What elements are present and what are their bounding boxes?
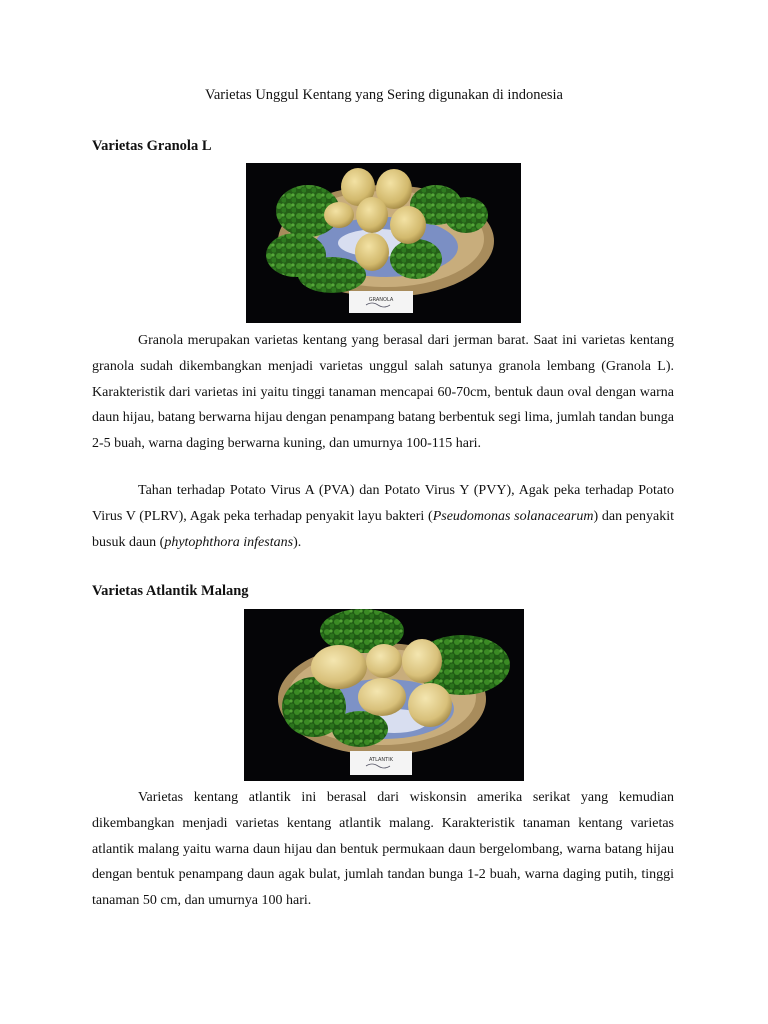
document-title: Varietas Unggul Kentang yang Sering digunakan di indonesia — [205, 87, 563, 103]
granola-p2-italic1: Pseudomonas solanacearum — [432, 508, 594, 524]
atlantik-paragraph-1-text: Varietas kentang atlantik ini berasal dari wiskonsin amerika serikat yang kemudian dikembangkan menjadi varietas kentang atlantik malang. Karakteristik tanaman kentang varietas atlantik malang yaitu warna daun hijau dan bentuk permukaan daun bergelombang, warna batang hijau dengan bentuk penampang daun agak bulat, jumlah tandan bunga 1-2 buah, warna daging putih, tinggi tanaman 50 cm, dan umurnya 100 hari. — [92, 790, 674, 909]
atlantik-label-text: ATLANTIK — [369, 757, 393, 763]
section-heading-granola: Varietas Granola L — [92, 138, 212, 154]
granola-p2-italic2: phytophthora infestans — [164, 534, 294, 550]
granola-p2-part2: ) dan penyakit busuk daun ( — [92, 508, 674, 550]
granola-paragraph-1 — [92, 328, 674, 457]
granola-paragraph-1-text: Granola merupakan varietas kentang yang berasal dari jerman barat. Saat ini varietas kentang granola sudah dikembangkan menjadi varietas unggul salah satunya granola lembang (Granola L). Karakteristik dari varietas ini yaitu tinggi tanaman mencapai 60-70cm, bentuk daun oval dengan warna daun hijau, batang berwarna hijau dengan penampang batang berbentuk segi lima, jumlah tandan bunga 2-5 buah, warna daging berwarna kuning, dan umurnya 100-115 hari. — [92, 333, 674, 452]
granola-label-text: GRANOLA — [368, 297, 394, 303]
granola-p2-part1: Tahan terhadap Potato Virus A (PVA) dan Potato Virus Y (PVY), Agak peka terhadap Potato Virus V (PLRV), Agak peka terhadap penyakit layu bakteri ( — [92, 483, 674, 524]
granola-paragraph-2 — [92, 478, 674, 555]
granola-p2-part3: ). — [293, 534, 302, 550]
atlantik-potato-photo — [244, 609, 524, 781]
granola-potato-photo — [246, 163, 521, 323]
section-heading-atlantik: Varietas Atlantik Malang — [92, 583, 249, 599]
atlantik-paragraph-1 — [92, 785, 674, 914]
